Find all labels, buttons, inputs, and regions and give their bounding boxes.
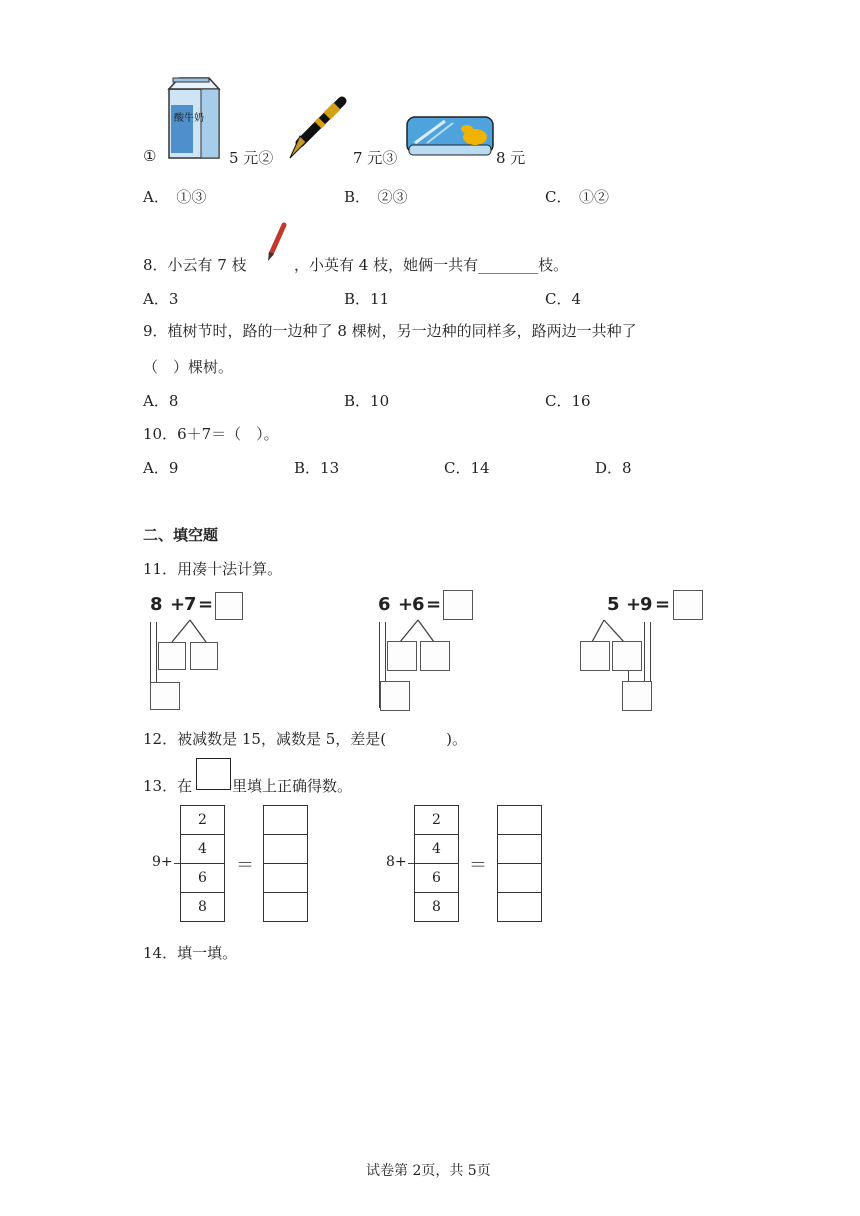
equals-sign: = (198, 594, 214, 615)
table-prefix: 8+ (386, 854, 407, 870)
fountain-pen-icon (282, 96, 348, 162)
q14-text: 14．填一填。 (143, 944, 238, 962)
split-box-right[interactable] (612, 641, 642, 671)
q9-text-line2: （ ）棵树。 (143, 358, 234, 376)
addend-a: 6 (378, 594, 391, 615)
addend-cell: 4 (415, 835, 458, 864)
result-cell[interactable] (264, 835, 307, 864)
q10-option-b[interactable]: B．13 (294, 459, 340, 477)
ten-box[interactable] (380, 681, 410, 711)
addend-b: 6 (412, 594, 425, 615)
plus-sign: + (626, 594, 642, 615)
split-box-right[interactable] (420, 641, 450, 671)
sample-box (196, 758, 231, 790)
pencil-icon (264, 222, 288, 262)
q10-option-a[interactable]: A．9 (143, 459, 179, 477)
answer-box[interactable] (673, 590, 703, 620)
q12-text: 12．被减数是 15，减数是 5，差是( )。 (143, 730, 467, 748)
q10-option-d[interactable]: D．8 (595, 459, 632, 477)
plus-sign: + (170, 594, 186, 615)
q7-option-a[interactable]: A． ①③ (143, 188, 207, 206)
item-number-1: ① (143, 147, 157, 165)
q9-option-a[interactable]: A．8 (143, 392, 179, 410)
pencil-case-icon (405, 113, 495, 158)
connector-line (628, 671, 629, 681)
q10-text: 10．6＋7＝（ ）。 (143, 425, 279, 443)
split-box-left[interactable] (158, 642, 186, 670)
q7-option-c[interactable]: C． ①② (545, 188, 609, 206)
split-lines (160, 618, 220, 644)
equals-sign: = (655, 594, 671, 615)
q9-option-c[interactable]: C．16 (545, 392, 591, 410)
result-cell[interactable] (498, 806, 541, 835)
addend-b: 9 (640, 594, 653, 615)
equals-sign: ＝ (469, 855, 487, 876)
price-3: 8 元 (496, 149, 526, 167)
result-column (263, 805, 308, 922)
result-cell[interactable] (498, 864, 541, 893)
addend-cell: 6 (415, 864, 458, 893)
price-2: 7 元③ (353, 149, 398, 167)
q8-text-before: 8．小云有 7 枝 (143, 256, 247, 274)
result-cell[interactable] (498, 835, 541, 864)
addend-a: 5 (607, 594, 620, 615)
q8-option-c[interactable]: C．4 (545, 290, 582, 308)
result-cell[interactable] (264, 893, 307, 922)
addend-a: 8 (150, 594, 163, 615)
split-box-left[interactable] (580, 641, 610, 671)
q8-text-after: ，小英有 4 枝，她俩一共有________枝。 (294, 256, 569, 274)
q9-text-line1: 9．植树节时，路的一边种了 8 棵树，另一边种的同样多，路两边一共种了 (143, 322, 637, 340)
equals-sign: ＝ (236, 855, 254, 876)
milk-carton-icon (165, 75, 223, 160)
ten-box[interactable] (150, 682, 180, 710)
equals-sign: = (426, 594, 442, 615)
q10-option-c[interactable]: C．14 (444, 459, 490, 477)
addend-column (180, 805, 225, 922)
answer-box[interactable] (443, 590, 473, 620)
addend-cell: 8 (198, 899, 207, 915)
ten-box[interactable] (622, 681, 652, 711)
answer-box[interactable] (215, 592, 243, 620)
section-heading: 二、填空题 (143, 526, 219, 544)
split-box-left[interactable] (387, 641, 417, 671)
addend-cell: 4 (181, 835, 224, 864)
q9-option-b[interactable]: B．10 (344, 392, 390, 410)
addend-cell: 8 (432, 899, 441, 915)
q13-text-after: 里填上正确得数。 (232, 777, 353, 795)
q13-text-before: 13．在 (143, 777, 193, 795)
result-cell[interactable] (264, 864, 307, 893)
result-cell[interactable] (264, 806, 307, 835)
q7-option-b[interactable]: B． ②③ (344, 188, 408, 206)
q11-text: 11．用凑十法计算。 (143, 560, 283, 578)
split-box-right[interactable] (190, 642, 218, 670)
svg-text:酸牛奶: 酸牛奶 (174, 113, 204, 124)
addend-cell: 6 (181, 864, 224, 893)
result-column (497, 805, 542, 922)
table-prefix: 9+ (152, 854, 173, 870)
addend-cell: 2 (181, 806, 224, 835)
q8-option-b[interactable]: B．11 (344, 290, 390, 308)
q8-option-a[interactable]: A．3 (143, 290, 179, 308)
plus-sign: + (398, 594, 414, 615)
addend-cell: 2 (415, 806, 458, 835)
addend-b: 7 (184, 594, 197, 615)
page-footer: 试卷第 2页，共 5页 (366, 1163, 491, 1179)
addend-column (414, 805, 459, 922)
result-cell[interactable] (498, 893, 541, 922)
price-1: 5 元② (229, 149, 274, 167)
